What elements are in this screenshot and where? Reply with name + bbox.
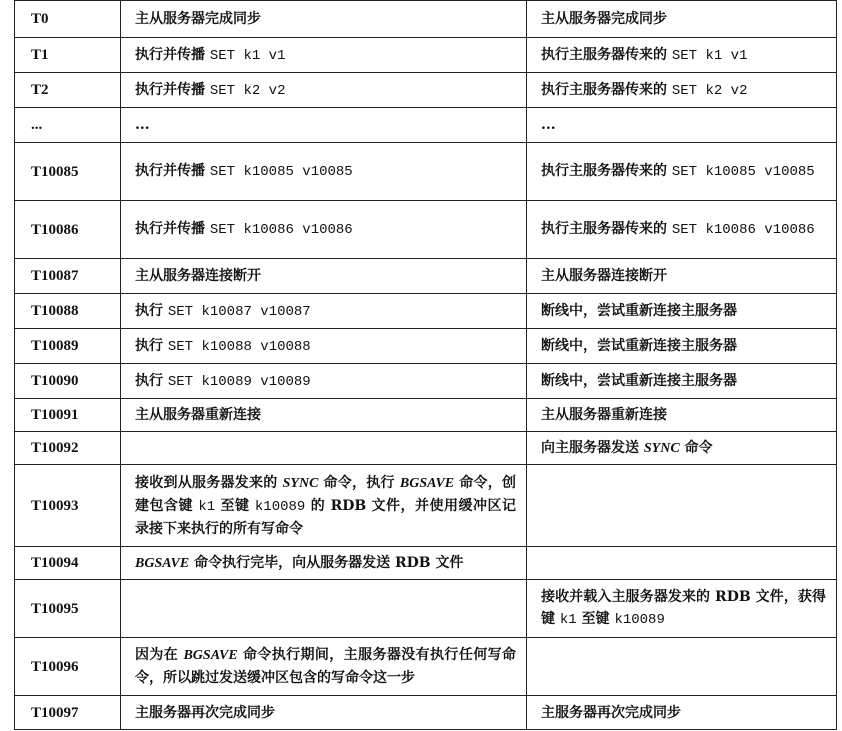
table-row: [15, 143, 837, 201]
slave-cell: [527, 638, 837, 696]
code-text: SET k1 v1: [209, 47, 286, 64]
cell-text: ...: [541, 117, 556, 133]
table-row: [15, 201, 837, 259]
time-cell: T2: [15, 73, 121, 108]
time-cell: T10097: [15, 696, 121, 730]
master-cell: [121, 294, 527, 329]
cell-text: 执行: [135, 337, 168, 354]
slave-cell: [527, 38, 837, 73]
time-cell: T10092: [15, 432, 121, 465]
cell-text: ...: [135, 117, 150, 133]
master-cell: [121, 1, 527, 38]
master-cell: [121, 696, 527, 730]
cell-text: 命令执行完毕，向从服务器发送 RDB 文件: [189, 554, 464, 571]
table-row: [15, 329, 837, 364]
slave-cell: [527, 1, 837, 38]
code-text: SET k1 v1: [671, 47, 748, 64]
cell-text: 接收并载入主服务器发来的 RDB 文件，获得键: [541, 589, 826, 627]
code-text: k1: [559, 612, 577, 628]
time-cell: T10093: [15, 465, 121, 547]
master-cell: [121, 143, 527, 201]
cell-text: 至键: [576, 611, 615, 627]
time-cell: T10088: [15, 294, 121, 329]
table-row: [15, 294, 837, 329]
time-cell: T10095: [15, 580, 121, 638]
table-row: [15, 547, 837, 580]
cell-text: 命令: [679, 439, 713, 456]
master-cell: [121, 38, 527, 73]
cell-text: 主服务器再次完成同步: [135, 704, 275, 721]
cell-text: 的 RDB 文件，并使用缓冲区记录接下来执行的所有写命令: [135, 497, 517, 537]
cell-text: 执行: [135, 372, 168, 389]
table-row: [15, 73, 837, 108]
cell-text: 命令，执行: [318, 474, 400, 491]
master-cell: [121, 638, 527, 696]
slave-cell: [527, 364, 837, 399]
master-cell: [121, 201, 527, 259]
master-cell: [121, 108, 527, 143]
time-cell: T10096: [15, 638, 121, 696]
table-body: [15, 1, 837, 730]
time-cell: T1: [15, 38, 121, 73]
slave-cell: [527, 294, 837, 329]
sync-timeline-table: [14, 0, 837, 730]
master-cell: [121, 547, 527, 580]
cell-text: 接收到从服务器发来的: [135, 474, 283, 491]
table-row: [15, 108, 837, 143]
cell-text: 断线中，尝试重新连接主服务器: [541, 303, 737, 319]
cell-text: 命令执行期间，主服务器没有执行任何写命令，所以跳过发送缓冲区包含的写命令这一步: [135, 647, 517, 686]
cell-text: 执行主服务器传来的: [541, 46, 672, 63]
slave-cell: [527, 329, 837, 364]
cell-text: 主从服务器连接断开: [541, 268, 667, 284]
command-name: BGSAVE: [135, 555, 190, 571]
table-row: [15, 465, 837, 547]
time-cell: T10089: [15, 329, 121, 364]
cell-text: 执行并传播: [135, 81, 210, 98]
master-cell: [121, 399, 527, 432]
cell-text: 执行: [135, 302, 168, 319]
time-cell: T10090: [15, 364, 121, 399]
code-text: SET k2 v2: [671, 82, 748, 99]
code-text: k10089: [254, 498, 306, 515]
time-cell: T10087: [15, 259, 121, 294]
time-cell: ...: [15, 108, 121, 143]
cell-text: 断线中，尝试重新连接主服务器: [541, 373, 737, 389]
cell-text: 向主服务器发送: [541, 439, 644, 456]
slave-cell: [527, 580, 837, 638]
code-text: SET k10086 v10086: [209, 222, 353, 238]
table-row: [15, 580, 837, 638]
slave-cell: [527, 432, 837, 465]
code-text: SET k10085 v10085: [209, 164, 353, 180]
time-cell: T10091: [15, 399, 121, 432]
table-row: [15, 432, 837, 465]
cell-text: 执行并传播: [135, 221, 210, 237]
master-cell: [121, 329, 527, 364]
code-text: SET k10088 v10088: [167, 338, 311, 355]
code-text: k1: [198, 498, 216, 515]
code-text: SET k10087 v10087: [167, 303, 311, 320]
time-cell: T10094: [15, 547, 121, 580]
cell-text: 执行主服务器传来的: [541, 81, 672, 98]
table-row: [15, 38, 837, 73]
code-text: SET k10086 v10086: [671, 222, 815, 238]
table-row: [15, 399, 837, 432]
master-cell: [121, 259, 527, 294]
cell-text: 主从服务器连接断开: [135, 268, 261, 284]
master-cell: [121, 465, 527, 547]
code-text: SET k10085 v10085: [671, 164, 815, 180]
cell-text: 断线中，尝试重新连接主服务器: [541, 338, 737, 354]
code-text: SET k10089 v10089: [167, 373, 311, 390]
cell-text: 主服务器再次完成同步: [541, 704, 681, 721]
master-cell: [121, 73, 527, 108]
master-cell: [121, 432, 527, 465]
table-row: [15, 1, 837, 38]
table-row: [15, 638, 837, 696]
code-text: SET k2 v2: [209, 82, 286, 99]
table-row: [15, 364, 837, 399]
slave-cell: [527, 143, 837, 201]
slave-cell: [527, 259, 837, 294]
code-text: k10089: [614, 612, 665, 628]
cell-text: 命令，创建包含键: [135, 474, 517, 514]
master-cell: [121, 364, 527, 399]
slave-cell: [527, 547, 837, 580]
slave-cell: [527, 108, 837, 143]
time-cell: T10085: [15, 143, 121, 201]
cell-text: 主从服务器完成同步: [541, 11, 667, 27]
table-row: [15, 696, 837, 730]
command-name: BGSAVE: [183, 648, 238, 663]
cell-text: 至键: [215, 497, 255, 514]
command-name: SYNC: [282, 475, 319, 491]
slave-cell: [527, 696, 837, 730]
slave-cell: [527, 399, 837, 432]
slave-cell: [527, 201, 837, 259]
master-cell: [121, 580, 527, 638]
cell-text: 执行主服务器传来的: [541, 221, 672, 237]
table-row: [15, 259, 837, 294]
cell-text: 主从服务器完成同步: [135, 11, 261, 27]
command-name: SYNC: [643, 440, 680, 456]
cell-text: 执行并传播: [135, 46, 210, 63]
cell-text: 执行并传播: [135, 163, 210, 179]
cell-text: 主从服务器重新连接: [135, 407, 261, 423]
slave-cell: [527, 465, 837, 547]
cell-text: 因为在: [135, 647, 184, 663]
cell-text: 执行主服务器传来的: [541, 163, 672, 179]
cell-text: 主从服务器重新连接: [541, 407, 667, 423]
time-cell: T10086: [15, 201, 121, 259]
command-name: BGSAVE: [399, 475, 455, 491]
slave-cell: [527, 73, 837, 108]
time-cell: T0: [15, 1, 121, 38]
